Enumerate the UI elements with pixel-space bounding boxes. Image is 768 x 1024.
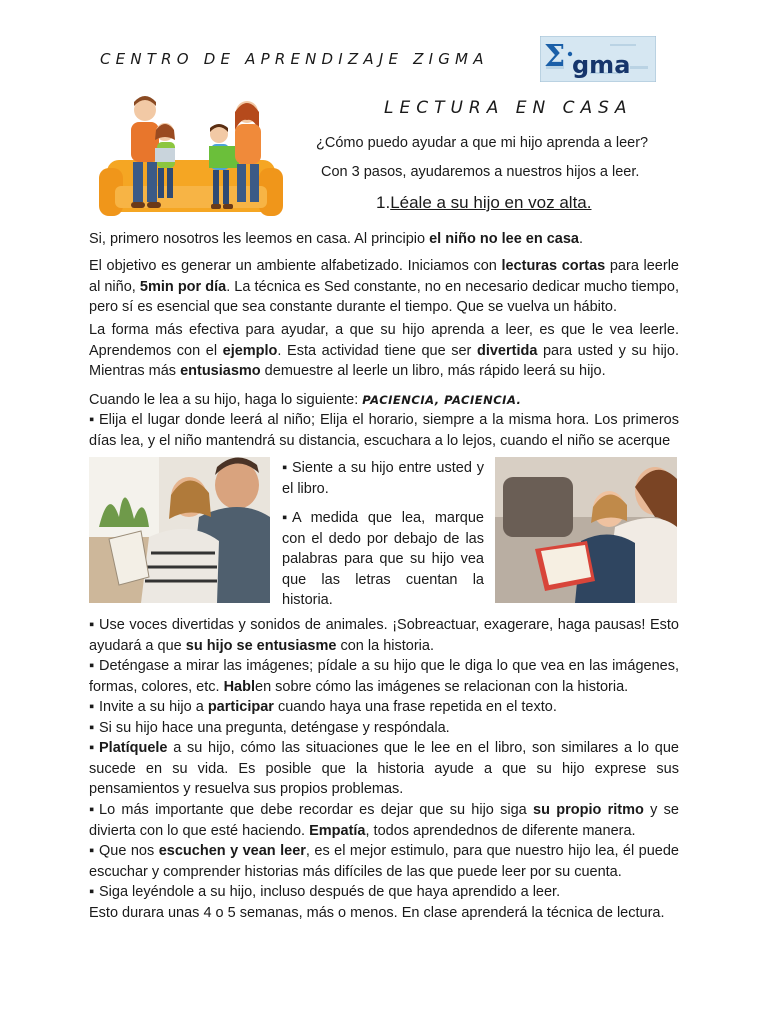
svg-text:gma: gma bbox=[572, 51, 631, 79]
bullet-item-mark: ▪ A medida que lea, marque con el dedo por debajo de las palabras para que su hijo vea que las letras cuentan la historia. bbox=[282, 510, 484, 608]
step-text: Léale a su hijo en voz alta. bbox=[390, 193, 592, 212]
bullet-item-9: ▪ Siga leyéndole a su hijo, incluso después de que haya aprendido a leer. bbox=[89, 884, 561, 900]
bullet-item-2: ▪ Use voces divertidas y sonidos de animales. ¡Sobreactuar, exagerare, haga pausas! Esto ayudará a que su hijo se entusiasme con la historia. bbox=[89, 617, 679, 654]
section-title: LECTURA EN CASA bbox=[384, 98, 633, 118]
bullet-item-5: ▪ Si su hijo hace una pregunta, deténgase y respóndala. bbox=[89, 720, 450, 736]
zigma-logo bbox=[540, 36, 656, 82]
paragraph-2: El objetivo es generar un ambiente alfabetizado. Iniciamos con lecturas cortas para leerle al niño, 5min por día. La técnica es Sed constante, no en necesario dedicar mucho tiempo, pero sí es esencial que sea constante durante el tiempo. Que se vuelva un hábito. bbox=[89, 258, 679, 315]
svg-text:Σ: Σ bbox=[544, 39, 566, 74]
paragraph-1: Si, primero nosotros les leemos en casa. Al principio el niño no lee en casa. bbox=[89, 231, 584, 247]
bullet-item-3: ▪ Deténgase a mirar las imágenes; pídale a su hijo que le diga lo que vea en las imágenes, formas, colores, etc. Hablen sobre cómo las imágenes se relacionan con la historia. bbox=[89, 658, 679, 695]
center-name: CENTRO DE APRENDIZAJE ZIGMA bbox=[100, 50, 489, 68]
father-reading-photo bbox=[89, 457, 270, 603]
patience-callout: PACIENCIA, PACIENCIA. bbox=[362, 393, 522, 407]
family-reading-illustration bbox=[97, 90, 285, 226]
mother-reading-photo bbox=[495, 457, 677, 603]
paragraph-3: La forma más efectiva para ayudar, a que su hijo aprenda a leer, es que le vea leerle. Aprendemos con el ejemplo. Esta actividad tiene que ser divertida para usted y su hijo. Mientras más entusiasmo demuestre al leerle un libro, más rápido leerá su hijo. bbox=[89, 322, 679, 379]
bullet-item-4: ▪ Invite a su hijo a participar cuando haya una frase repetida en el texto. bbox=[89, 699, 557, 715]
step-heading bbox=[376, 193, 592, 213]
subtitle-text: Con 3 pasos, ayudaremos a nuestros hijos a leer. bbox=[321, 164, 640, 180]
paragraph-4: Cuando le lea a su hijo, haga lo siguiente: PACIENCIA, PACIENCIA. bbox=[89, 392, 522, 408]
bullet-item-sit: ▪ Siente a su hijo entre usted y el libro. bbox=[282, 460, 484, 497]
bullet-item-8: ▪ Que nos escuchen y vean leer, es el mejor estimulo, para que nuestro hijo lea, él puede escuchar y comprender historias más difíciles de las que puede leer por su cuenta. bbox=[89, 843, 679, 880]
bullet-item-7: ▪ Lo más importante que debe recordar es dejar que su hijo siga su propio ritmo y se divierta con lo que esté haciendo. Empatía, todos aprendednos de diferente manera. bbox=[89, 802, 679, 839]
bullet-item-1: ▪ Elija el lugar donde leerá al niño; Elija el horario, siempre a la misma hora. Los primeros días lea, y el niño mantendrá su distancia, escuchara a lo lejos, cuando el niño se acerque bbox=[89, 412, 679, 449]
bullet-item-6: ▪ Platíquele a su hijo, cómo las situaciones que le lee en el libro, son similares a lo que sucede en su vida. Es posible que la historia ayude a que su hijo exprese sus pensamientos y resuelva sus propios problemas. bbox=[89, 740, 679, 797]
closing-note: Esto durara unas 4 o 5 semanas, más o menos. En clase aprenderá la técnica de lectura. bbox=[89, 905, 665, 921]
step-number: 1. bbox=[376, 193, 391, 212]
question-text: ¿Cómo puedo ayudar a que mi hijo aprenda a leer? bbox=[316, 135, 649, 151]
